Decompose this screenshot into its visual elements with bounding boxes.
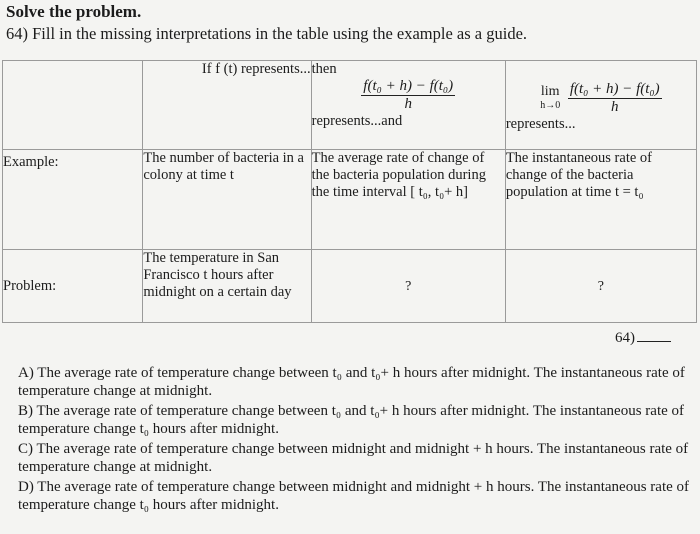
header-difference-quotient-cell bbox=[311, 61, 505, 150]
answer-label: 64) bbox=[615, 330, 635, 346]
table-row-problem bbox=[3, 250, 697, 323]
choice-c[interactable]: C) The average rate of temperature change between midnight and midnight + h hours. The instantaneous rate of temperature change at midnight. bbox=[18, 441, 689, 475]
choice-d[interactable]: D) The average rate of temperature change between midnight and midnight + h hours. The instantaneous rate of temperature change t₀ hours after midnight. bbox=[18, 479, 690, 513]
table-row-example bbox=[3, 150, 697, 250]
interpretation-table bbox=[2, 60, 697, 323]
example-function-cell: The number of bacteria in a colony at time t bbox=[143, 150, 311, 250]
limit-subscript: h→0 bbox=[540, 100, 561, 111]
header-empty-cell bbox=[3, 61, 143, 150]
choice-a[interactable]: A) The average rate of temperature change between t₀ and t₀+ h hours after midnight. The instantaneous rate of temperature change at midnight. bbox=[18, 365, 685, 399]
limit-quotient-numerator: f(t₀ + h) − f(t₀) bbox=[569, 81, 660, 97]
answer-blank[interactable] bbox=[615, 330, 671, 347]
problem-prompt: 64) Fill in the missing interpretations in the table using the example as a guide. bbox=[6, 24, 528, 43]
difference-quotient-denominator: h bbox=[404, 96, 412, 112]
header-then-text: then bbox=[311, 61, 337, 77]
problem-average-rate-cell: ? bbox=[311, 250, 505, 323]
limit-operator bbox=[540, 83, 560, 114]
choice-b[interactable]: B) The average rate of temperature change between t₀ and t₀+ h hours after midnight. The instantaneous rate of temperature change t₀ hours after midnight. bbox=[18, 403, 685, 437]
difference-quotient bbox=[361, 78, 455, 113]
table-header-row bbox=[3, 61, 697, 150]
header-represents-and-text: represents...and bbox=[311, 113, 403, 129]
example-average-rate-cell: The average rate of change of the bacteria population during the time interval [ t₀, t₀+ h] bbox=[311, 150, 505, 250]
problem-function-cell: The temperature in San Francisco t hours after midnight on a certain day bbox=[143, 250, 311, 323]
limit-quotient bbox=[568, 81, 662, 116]
example-instantaneous-rate-cell: The instantaneous rate of change of the bacteria population at time t = t₀ bbox=[505, 150, 696, 250]
problem-heading: Solve the problem. bbox=[6, 2, 142, 21]
header-limit-cell bbox=[505, 61, 696, 150]
answer-line[interactable] bbox=[637, 341, 671, 342]
header-if-cell: If f (t) represents... bbox=[143, 61, 311, 150]
problem-instantaneous-rate-cell: ? bbox=[505, 250, 696, 323]
example-label: Example: bbox=[3, 150, 143, 250]
answer-choices bbox=[18, 364, 690, 516]
header-represents-text: represents... bbox=[505, 116, 576, 132]
difference-quotient-numerator: f(t₀ + h) − f(t₀) bbox=[363, 78, 454, 94]
problem-label: Problem: bbox=[3, 250, 143, 323]
limit-quotient-denominator: h bbox=[610, 99, 619, 115]
limit-text: lim bbox=[540, 84, 560, 99]
